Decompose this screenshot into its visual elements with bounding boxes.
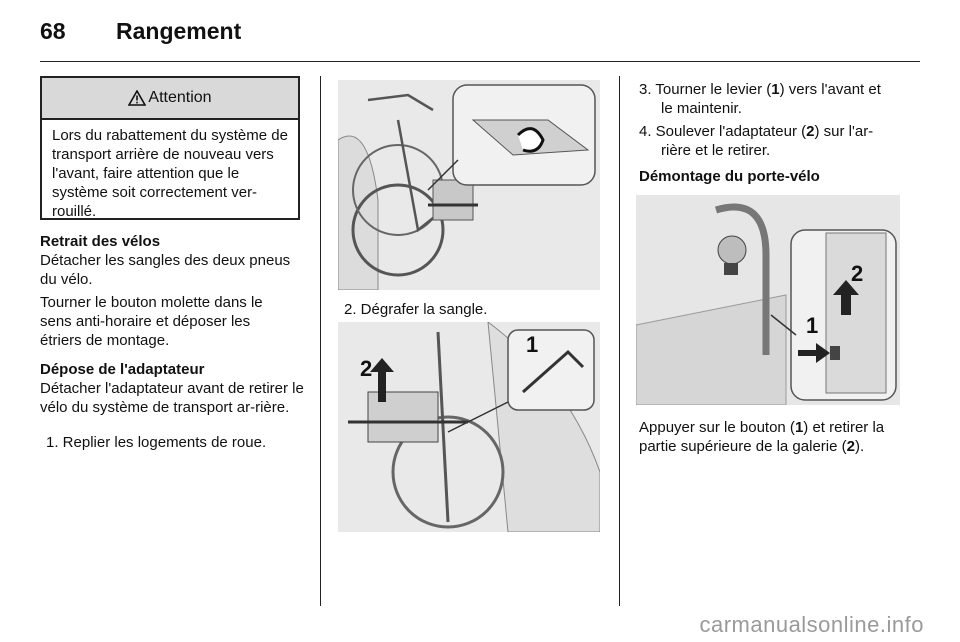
step-2: 2. Dégrafer la sangle. — [344, 301, 488, 318]
appuyer-text: Appuyer sur le bouton ( — [639, 419, 795, 436]
figure-label-1: 1 — [806, 313, 819, 338]
step-4-text-end: rière et le retirer. — [661, 142, 771, 159]
demontage-heading: Démontage du porte-vélo — [639, 168, 820, 185]
step-4-ref: 2 — [806, 123, 815, 140]
figure-label-1: 1 — [526, 332, 539, 357]
page-title: Rangement — [116, 18, 242, 44]
column-divider-right — [619, 76, 620, 606]
figure-label-2: 2 — [360, 356, 373, 381]
step-3-text-cont: ) vers l'avant et — [779, 81, 881, 98]
depose-paragraph: Détacher l'adaptateur avant de retirer le vélo du système de transport ar-rière. — [40, 380, 304, 416]
roof-rack-removal-illustration — [636, 195, 900, 405]
appuyer-ref-1: 1 — [794, 419, 804, 436]
step-3 — [639, 80, 909, 118]
appuyer-text-line2: partie supérieure de la galerie ( — [639, 438, 847, 455]
attention-text: Lors du rabattement du système de transport arrière de nouveau vers l'avant, faire attention que le système soit correctement ver-rouillé. — [52, 127, 288, 220]
page-number: 68 — [40, 18, 66, 44]
warning-triangle-icon — [128, 90, 146, 106]
step-4-text-cont: ) sur l'ar- — [814, 123, 874, 140]
retrait-heading: Retrait des vélos — [40, 233, 161, 250]
step-3-text-end: le maintenir. — [661, 100, 742, 117]
step-1: 1. Replier les logements de roue. — [46, 434, 267, 451]
appuyer-paragraph — [639, 418, 911, 456]
step-3-text: 3. Tourner le levier ( — [639, 81, 772, 98]
attention-box — [40, 76, 300, 220]
figure-roof-rack-removal — [636, 195, 900, 405]
attention-title: Attention — [148, 89, 212, 106]
header-divider — [40, 61, 920, 62]
attention-header — [42, 78, 298, 120]
step-4-text: 4. Soulever l'adaptateur ( — [639, 123, 807, 140]
retrait-paragraph-1: Détacher les sangles des deux pneus du vélo. — [40, 252, 291, 288]
step-4 — [639, 122, 909, 160]
step-3-ref: 1 — [771, 81, 780, 98]
appuyer-text-cont: ) et retirer la — [803, 419, 885, 436]
depose-heading: Dépose de l'adaptateur — [40, 361, 205, 378]
column-divider-left — [320, 76, 321, 606]
figure-label-2: 2 — [851, 261, 864, 286]
bike-carrier-illustration — [338, 80, 600, 290]
appuyer-text-end: ). — [854, 438, 865, 455]
retrait-paragraph-2: Tourner le bouton molette dans le sens anti-horaire et déposer les étriers de montage. — [40, 294, 263, 349]
figure-bike-carrier-wheel-holder — [338, 80, 600, 290]
appuyer-ref-2: 2 — [846, 438, 855, 455]
strap-release-illustration — [338, 322, 600, 532]
watermark: carmanualsonline.info — [699, 612, 924, 637]
figure-strap-release — [338, 322, 600, 532]
